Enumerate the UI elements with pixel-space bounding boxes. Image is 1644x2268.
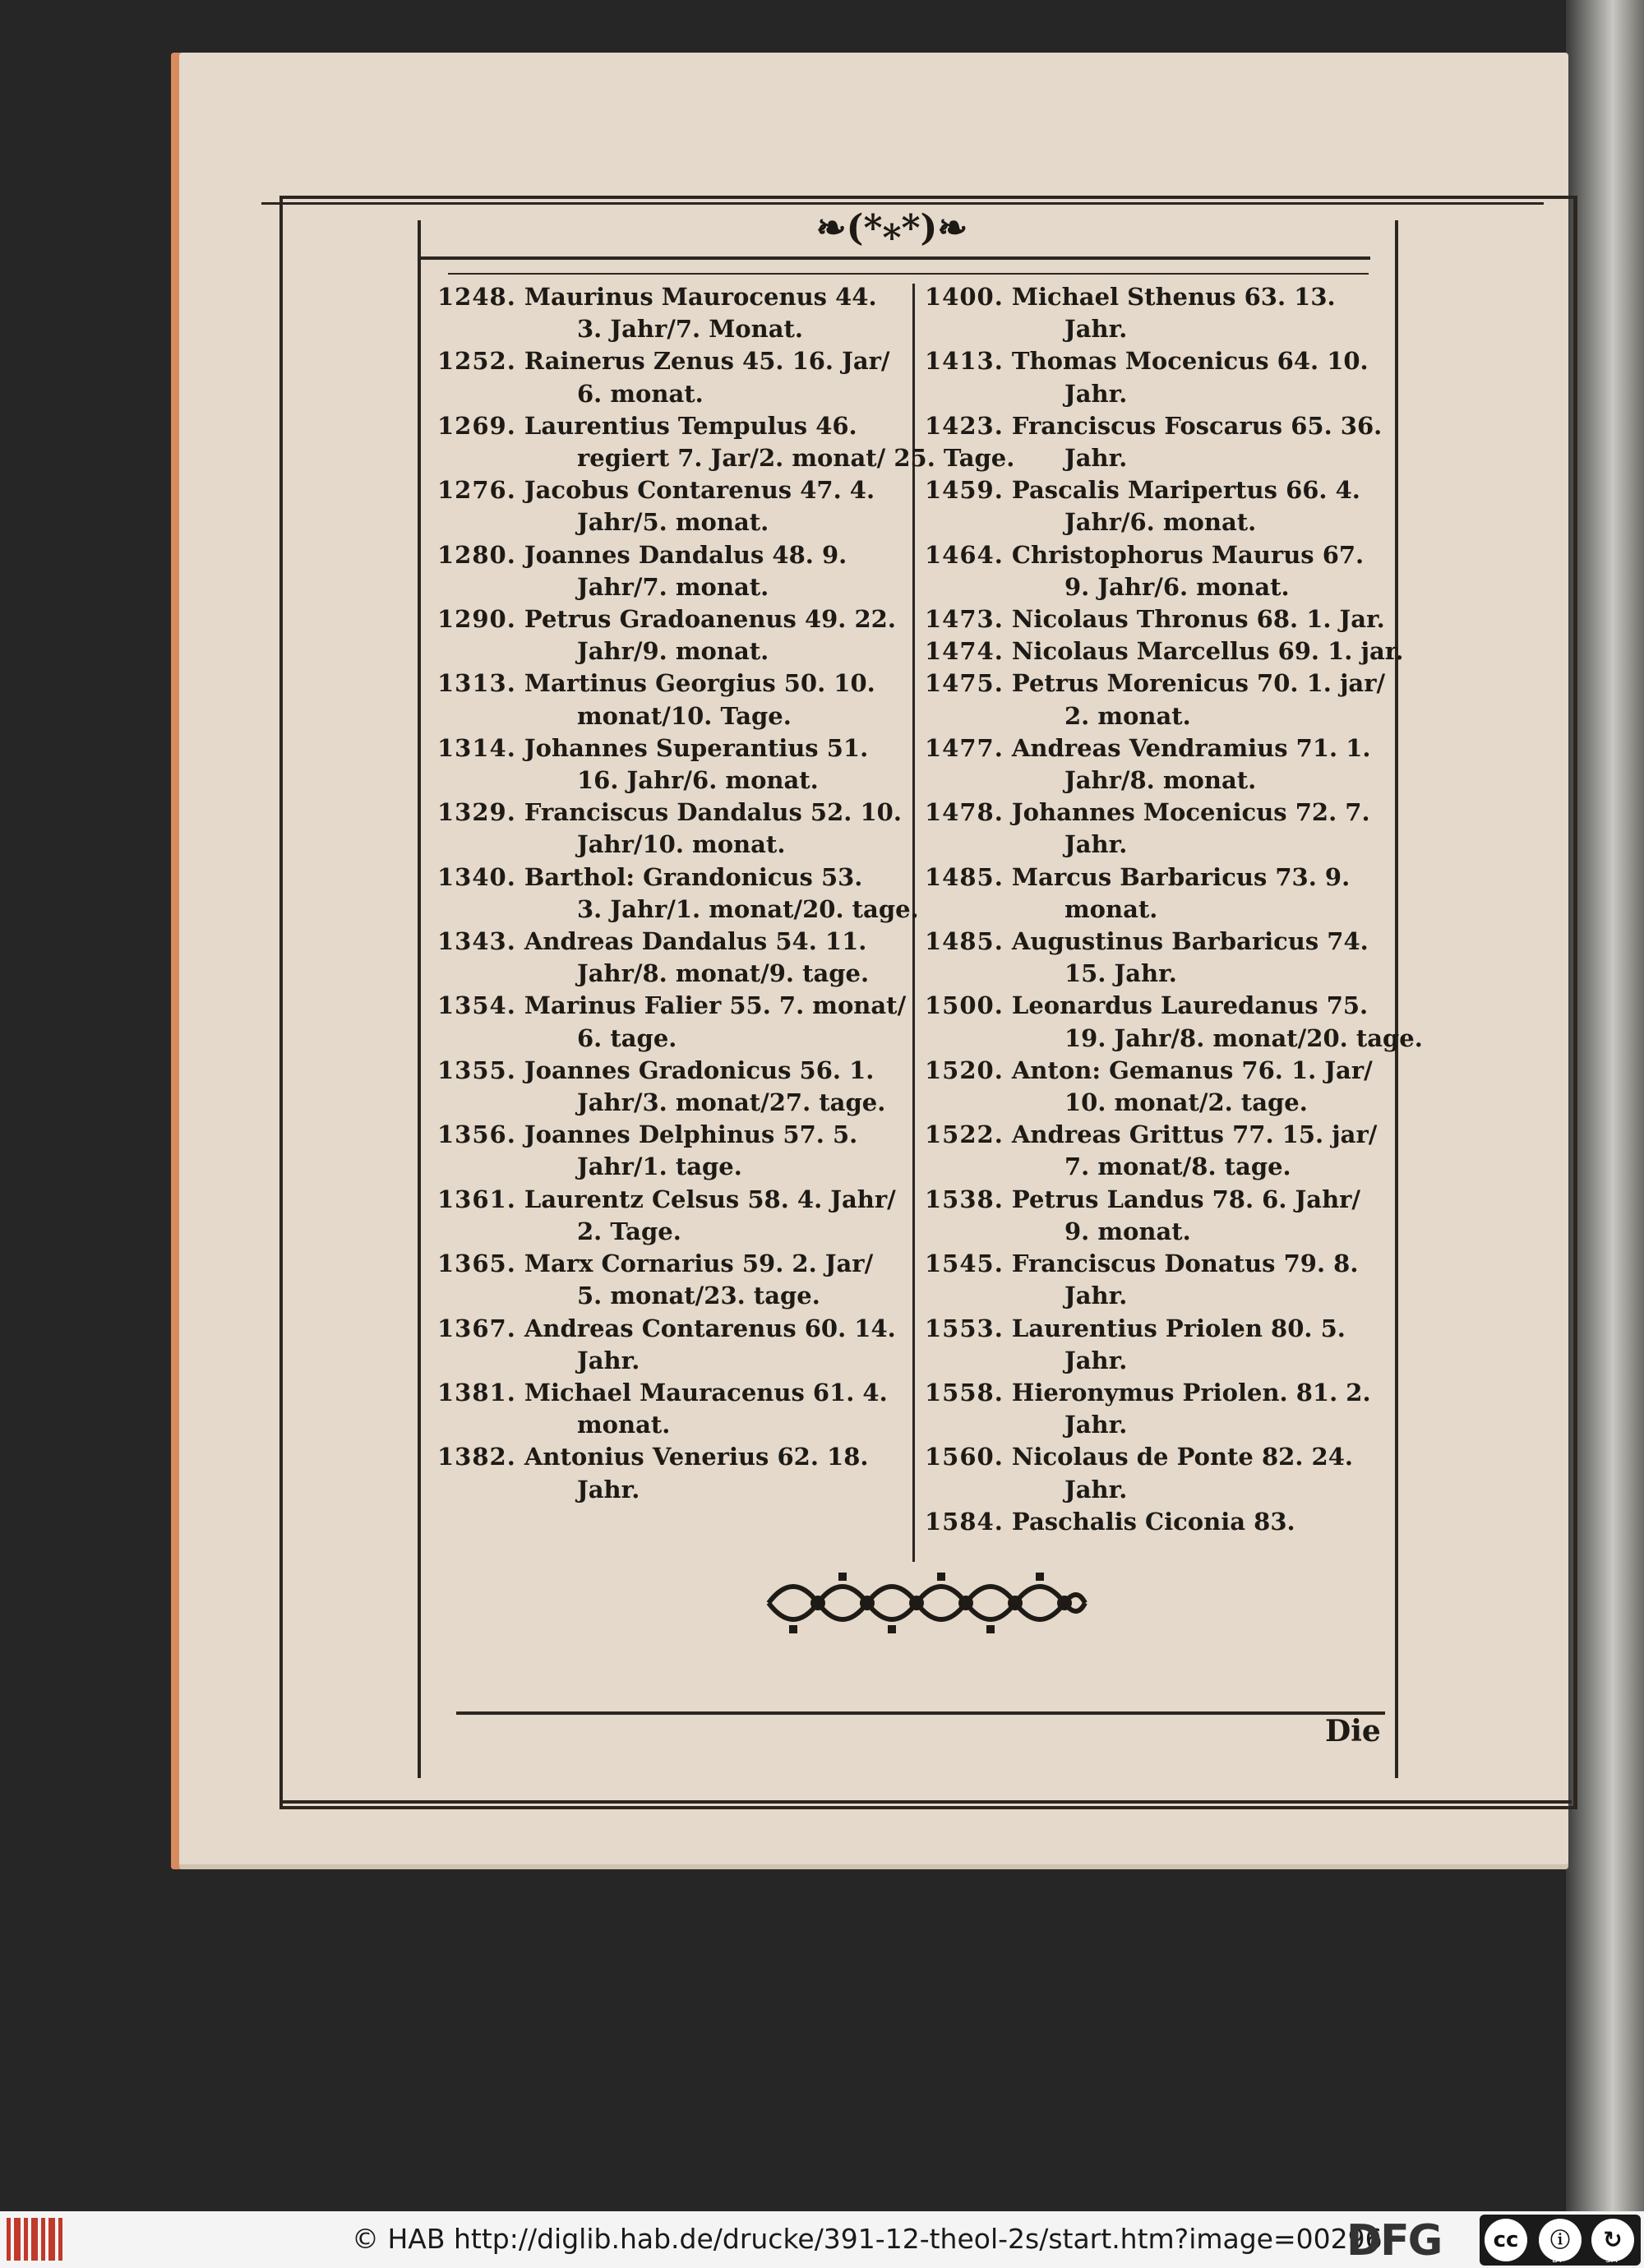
- entry-year: 1314.: [437, 733, 516, 762]
- sa-icon: ↻: [1591, 2219, 1634, 2261]
- entry-left-3: [437, 474, 914, 538]
- entry-left-16: [437, 1313, 914, 1377]
- entry-duration: 2. monat.: [1064, 701, 1191, 730]
- entry-year: 1367.: [437, 1314, 516, 1342]
- by-icon: ⓘ: [1539, 2219, 1582, 2261]
- entry-name: Paschalis Ciconia 83.: [1011, 1507, 1295, 1536]
- header-rule: [421, 256, 1370, 260]
- entry-duration: regiert 7. Jar/2. monat/ 25. Tage.: [577, 444, 1015, 473]
- entry-year: 1478.: [925, 798, 1004, 827]
- entry-name: Laurentius Priolen 80. 5.: [1011, 1314, 1346, 1342]
- entry-year: 1329.: [437, 798, 516, 827]
- entry-right-14: [925, 1119, 1402, 1183]
- entry-right-5: [925, 603, 1402, 635]
- entry-duration: 3. Jahr/7. Monat.: [577, 315, 804, 344]
- entry-left-8: [437, 797, 914, 861]
- entry-duration: Jahr/1. tage.: [577, 1152, 742, 1181]
- entry-duration: 7. monat/8. tage.: [1064, 1152, 1291, 1181]
- entry-right-10: [925, 861, 1402, 926]
- entry-left-18: [437, 1441, 914, 1505]
- entry-right-7: [925, 667, 1402, 732]
- entry-name: Joannes Gradonicus 56. 1.: [524, 1055, 875, 1084]
- entry-right-12: [925, 990, 1423, 1054]
- entry-duration: 9. monat.: [1064, 1217, 1191, 1245]
- entry-duration: 5. monat/23. tage.: [577, 1282, 820, 1310]
- entry-right-16: [925, 1248, 1402, 1312]
- entry-year: 1340.: [437, 862, 516, 891]
- entry-right-20: [925, 1506, 1402, 1538]
- entry-duration: 10. monat/2. tage.: [1064, 1088, 1308, 1117]
- entry-year: 1361.: [437, 1185, 516, 1213]
- header-ornament: ❧(*⁎*)❧: [815, 207, 968, 249]
- bottom-rule-outer: [281, 1800, 1572, 1804]
- entry-name: Nicolaus Marcellus 69. 1. jar.: [1011, 637, 1404, 666]
- cc-by-sa-icon[interactable]: [1480, 2215, 1641, 2266]
- entry-duration: 9. Jahr/6. monat.: [1064, 572, 1290, 601]
- entry-year: 1545.: [925, 1249, 1004, 1278]
- entry-year: 1485.: [925, 862, 1004, 891]
- entry-right-2: [925, 410, 1402, 474]
- entry-duration: Jahr.: [1064, 1282, 1128, 1310]
- entry-left-13: [437, 1119, 914, 1183]
- entry-name: Anton: Gemanus 76. 1. Jar/: [1011, 1055, 1373, 1084]
- entry-duration: Jahr/8. monat.: [1064, 766, 1257, 795]
- entry-year: 1269.: [437, 411, 516, 440]
- entry-year: 1382.: [437, 1443, 516, 1471]
- entry-name: Michael Mauracenus 61. 4.: [524, 1378, 888, 1407]
- entry-duration: Jahr.: [1064, 1411, 1128, 1439]
- entry-name: Andreas Vendramius 71. 1.: [1011, 733, 1371, 762]
- entry-duration: Jahr.: [1064, 1475, 1128, 1504]
- entry-name: Marinus Falier 55. 7. monat/: [524, 991, 907, 1020]
- entry-right-6: [925, 635, 1402, 667]
- entry-duration: Jahr.: [1064, 1346, 1128, 1374]
- entry-left-1: [437, 345, 914, 409]
- entry-duration: Jahr.: [1064, 444, 1128, 473]
- entry-duration: 15. Jahr.: [1064, 959, 1177, 988]
- entry-right-4: [925, 539, 1402, 603]
- entry-left-11: [437, 990, 914, 1054]
- entry-name: Nicolaus Thronus 68. 1. Jar.: [1011, 605, 1385, 634]
- entry-year: 1381.: [437, 1378, 516, 1407]
- entry-left-14: [437, 1184, 914, 1248]
- entry-duration: Jahr.: [577, 1475, 640, 1504]
- entry-year: 1520.: [925, 1055, 1004, 1084]
- entry-name: Antonius Venerius 62. 18.: [524, 1443, 869, 1471]
- entry-year: 1500.: [925, 991, 1004, 1020]
- entry-year: 1558.: [925, 1378, 1004, 1407]
- entry-left-15: [437, 1248, 914, 1312]
- entry-duration: Jahr.: [1064, 830, 1128, 859]
- entry-left-7: [437, 732, 914, 797]
- entry-right-0: [925, 281, 1402, 345]
- entry-name: Franciscus Donatus 79. 8.: [1011, 1249, 1359, 1278]
- entry-duration: monat.: [577, 1411, 671, 1439]
- entry-right-18: [925, 1377, 1402, 1441]
- entry-year: 1584.: [925, 1507, 1004, 1536]
- entry-name: Laurentz Celsus 58. 4. Jahr/: [524, 1185, 896, 1213]
- entry-name: Marx Cornarius 59. 2. Jar/: [524, 1249, 874, 1278]
- entry-duration: Jahr/5. monat.: [577, 508, 769, 537]
- entry-right-15: [925, 1184, 1402, 1248]
- entry-name: Barthol: Grandonicus 53.: [524, 862, 863, 891]
- entry-name: Andreas Grittus 77. 15. jar/: [1011, 1120, 1378, 1149]
- entry-year: 1522.: [925, 1120, 1004, 1149]
- entry-duration: Jahr/6. monat.: [1064, 508, 1257, 537]
- entry-name: Jacobus Contarenus 47. 4.: [524, 476, 875, 505]
- entry-left-10: [437, 926, 914, 990]
- entry-name: Andreas Dandalus 54. 11.: [524, 927, 867, 956]
- entry-name: Leonardus Lauredanus 75.: [1011, 991, 1369, 1020]
- entry-duration: Jahr/8. monat/9. tage.: [577, 959, 870, 988]
- entry-duration: monat/10. Tage.: [577, 701, 792, 730]
- entry-year: 1354.: [437, 991, 516, 1020]
- entry-name: Pascalis Maripertus 66. 4.: [1011, 476, 1360, 505]
- entry-name: Andreas Contarenus 60. 14.: [524, 1314, 896, 1342]
- entry-right-8: [925, 732, 1402, 797]
- entry-year: 1464.: [925, 540, 1004, 569]
- entry-duration: 2. Tage.: [577, 1217, 681, 1245]
- entry-duration: 3. Jahr/1. monat/20. tage.: [577, 894, 919, 923]
- by-label: BY: [1552, 2254, 1563, 2265]
- entry-left-0: [437, 281, 914, 345]
- entry-name: Marcus Barbaricus 73. 9.: [1011, 862, 1351, 891]
- entry-name: Rainerus Zenus 45. 16. Jar/: [524, 347, 890, 376]
- header-rule-thin: [448, 273, 1369, 275]
- entry-name: Hieronymus Priolen. 81. 2.: [1011, 1378, 1371, 1407]
- dfg-logo: DFG: [1346, 2216, 1442, 2266]
- entry-name: Augustinus Barbaricus 74.: [1011, 927, 1369, 956]
- entry-left-12: [437, 1055, 914, 1119]
- entry-duration: Jahr/10. monat.: [577, 830, 786, 859]
- entry-name: Johannes Superantius 51.: [524, 733, 869, 762]
- entry-name: Michael Sthenus 63. 13.: [1011, 283, 1336, 311]
- entry-name: Franciscus Foscarus 65. 36.: [1011, 411, 1383, 440]
- entry-name: Nicolaus de Ponte 82. 24.: [1011, 1443, 1353, 1471]
- entry-name: Christophorus Maurus 67.: [1011, 540, 1365, 569]
- entry-left-4: [437, 539, 914, 603]
- right-column: [925, 281, 1423, 1538]
- entry-name: Thomas Mocenicus 64. 10.: [1011, 347, 1369, 376]
- entry-year: 1356.: [437, 1120, 516, 1149]
- entry-name: Petrus Landus 78. 6. Jahr/: [1011, 1185, 1361, 1213]
- entry-year: 1355.: [437, 1055, 516, 1084]
- entry-year: 1459.: [925, 476, 1004, 505]
- entry-year: 1400.: [925, 283, 1004, 311]
- entry-name: Laurentius Tempulus 46.: [524, 411, 857, 440]
- entry-right-3: [925, 474, 1402, 538]
- entry-right-13: [925, 1055, 1402, 1119]
- entry-right-9: [925, 797, 1402, 861]
- tailpiece-vignette: [760, 1566, 1089, 1640]
- entry-name: Joannes Dandalus 48. 9.: [524, 540, 847, 569]
- bottom-rule: [456, 1711, 1385, 1715]
- entry-right-17: [925, 1313, 1402, 1377]
- entry-duration: Jahr/9. monat.: [577, 637, 769, 666]
- catchword: Die: [1325, 1714, 1381, 1748]
- cc-icon: cc: [1485, 2219, 1527, 2261]
- entry-left-6: [437, 667, 914, 732]
- entry-duration: Jahr.: [1064, 315, 1128, 344]
- entry-right-1: [925, 345, 1402, 409]
- entry-year: 1280.: [437, 540, 516, 569]
- adjacent-page-edge: [1566, 0, 1644, 2211]
- entry-left-17: [437, 1377, 914, 1441]
- entry-name: Petrus Morenicus 70. 1. jar/: [1011, 669, 1386, 698]
- entry-year: 1343.: [437, 927, 516, 956]
- entry-duration: 6. monat.: [577, 379, 704, 408]
- entry-name: Joannes Delphinus 57. 5.: [524, 1120, 858, 1149]
- entry-duration: 6. tage.: [577, 1023, 677, 1052]
- entry-name: Maurinus Maurocenus 44.: [524, 283, 877, 311]
- entry-year: 1553.: [925, 1314, 1004, 1342]
- entry-year: 1473.: [925, 605, 1004, 634]
- entry-year: 1276.: [437, 476, 516, 505]
- entry-left-5: [437, 603, 914, 667]
- entry-duration: Jahr/7. monat.: [577, 572, 769, 601]
- entry-duration: Jahr.: [1064, 379, 1128, 408]
- entry-year: 1248.: [437, 283, 516, 311]
- hab-barcode-icon: [7, 2218, 69, 2261]
- entry-year: 1365.: [437, 1249, 516, 1278]
- entry-year: 1475.: [925, 669, 1004, 698]
- entry-duration: Jahr.: [577, 1346, 640, 1374]
- footer-bar: [0, 2211, 1644, 2268]
- entry-year: 1423.: [925, 411, 1004, 440]
- entry-year: 1477.: [925, 733, 1004, 762]
- entry-year: 1538.: [925, 1185, 1004, 1213]
- sa-label: SA: [1605, 2254, 1618, 2265]
- entry-year: 1485.: [925, 927, 1004, 956]
- entry-year: 1252.: [437, 347, 516, 376]
- entry-year: 1413.: [925, 347, 1004, 376]
- entry-name: Johannes Mocenicus 72. 7.: [1011, 798, 1370, 827]
- entry-duration: monat.: [1064, 894, 1158, 923]
- entry-duration: Jahr/3. monat/27. tage.: [577, 1088, 886, 1117]
- entry-year: 1474.: [925, 637, 1004, 666]
- entry-duration: 16. Jahr/6. monat.: [577, 766, 819, 795]
- entry-year: 1290.: [437, 605, 516, 634]
- entry-name: Martinus Georgius 50. 10.: [524, 669, 875, 698]
- entry-left-9: [437, 861, 919, 926]
- footer-credit-link[interactable]: © HAB http://diglib.hab.de/drucke/391-12-theol-2s/start.htm?image=00296: [352, 2223, 1383, 2255]
- entry-year: 1560.: [925, 1443, 1004, 1471]
- entry-duration: 19. Jahr/8. monat/20. tage.: [1064, 1023, 1423, 1052]
- entry-name: Petrus Gradoanenus 49. 22.: [524, 605, 896, 634]
- entry-name: Franciscus Dandalus 52. 10.: [524, 798, 902, 827]
- entry-right-11: [925, 926, 1402, 990]
- entry-year: 1313.: [437, 669, 516, 698]
- entry-right-19: [925, 1441, 1402, 1505]
